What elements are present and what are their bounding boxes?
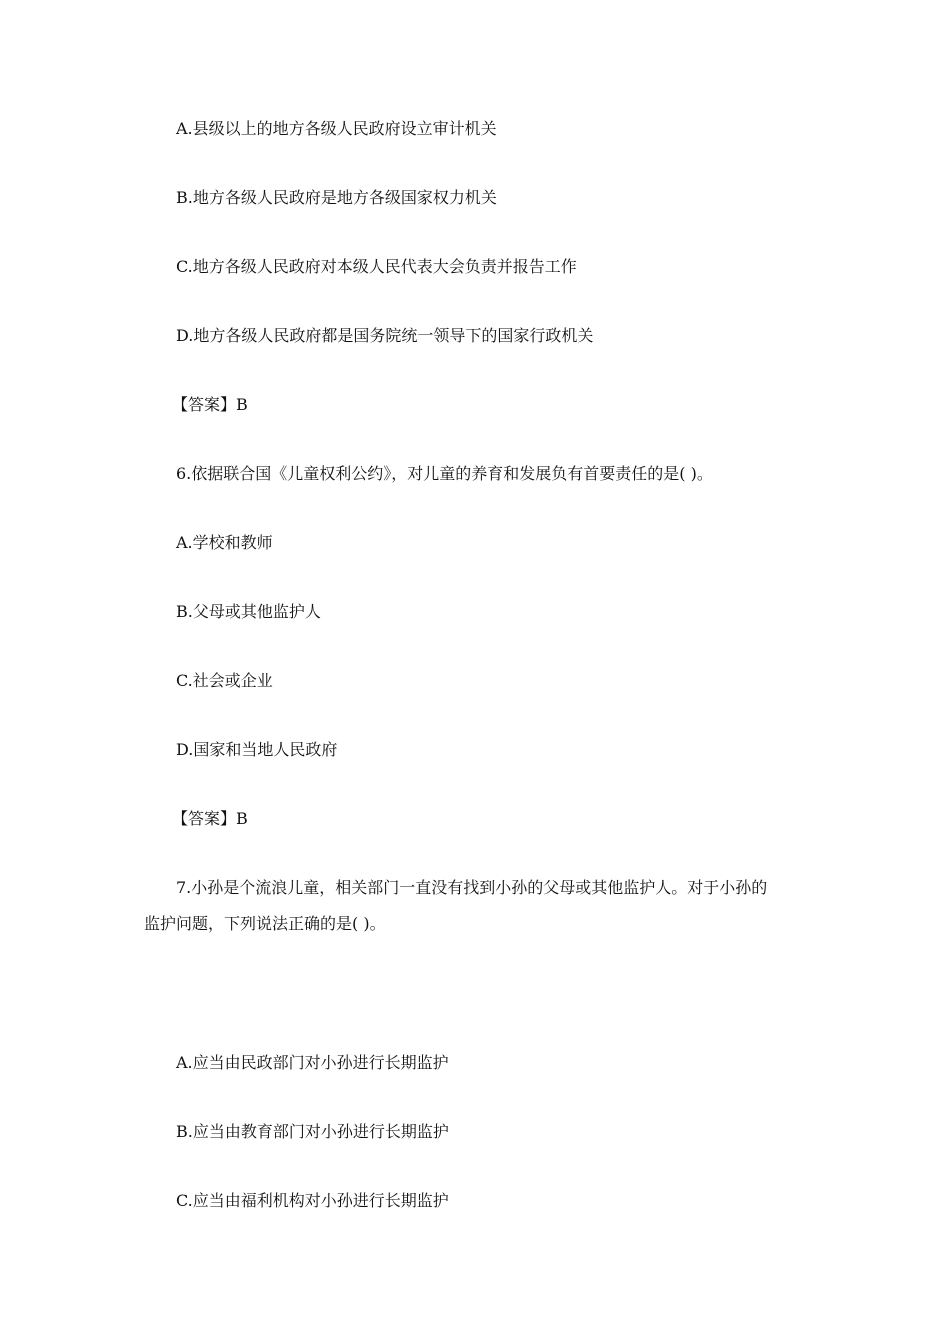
q7-option-b: B.应当由教育部门对小孙进行长期监护: [176, 1122, 449, 1141]
q6-option-d: D.国家和当地人民政府: [176, 740, 338, 759]
q5-option-b: B.地方各级人民政府是地方各级国家权力机关: [176, 188, 497, 207]
q7-option-a: A.应当由民政部门对小孙进行长期监护: [176, 1053, 449, 1072]
q6-option-b: B.父母或其他监护人: [176, 602, 321, 621]
q5-option-c: C.地方各级人民政府对本级人民代表大会负责并报告工作: [176, 257, 577, 276]
q6-question: 6.依据联合国《儿童权利公约》，对儿童的养育和发展负有首要责任的是( )。: [176, 464, 713, 483]
q5-answer: 【答案】B: [172, 395, 248, 414]
q7-option-c: C.应当由福利机构对小孙进行长期监护: [176, 1191, 449, 1210]
q7-question-line2: 监护问题，下列说法正确的是( )。: [144, 914, 386, 933]
q6-option-a: A.学校和教师: [176, 533, 273, 552]
q5-option-a: A.县级以上的地方各级人民政府设立审计机关: [176, 119, 497, 138]
q7-question-line1: 7.小孙是个流浪儿童，相关部门一直没有找到小孙的父母或其他监护人。对于小孙的: [176, 878, 768, 897]
q6-answer: 【答案】B: [172, 809, 248, 828]
q6-option-c: C.社会或企业: [176, 671, 273, 690]
q5-option-d: D.地方各级人民政府都是国务院统一领导下的国家行政机关: [176, 326, 594, 345]
